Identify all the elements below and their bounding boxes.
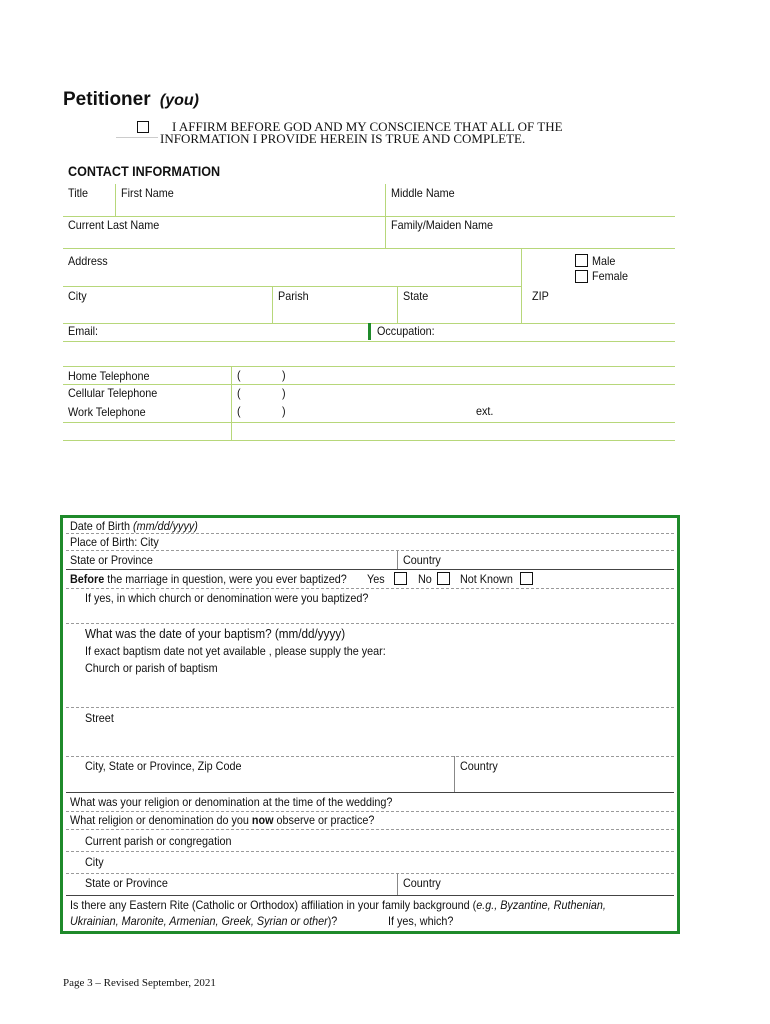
religion-wedding-label: What was your religion or denomination at the time of the wedding?: [70, 795, 393, 809]
first-name-label: First Name: [121, 186, 174, 200]
baptized-question: [70, 572, 347, 586]
current-country-label: Country: [403, 876, 441, 890]
street-label: Street: [85, 711, 114, 725]
baptism-country-label: Country: [460, 759, 498, 773]
affirm-text-line2: INFORMATION I PROVIDE HEREIN IS TRUE AND COMPLETE.: [160, 131, 526, 146]
row-line: [63, 366, 675, 367]
home-paren-close: ): [282, 368, 286, 382]
current-last-name-label: Current Last Name: [68, 218, 160, 232]
dashed-line: [66, 550, 674, 551]
not-known-checkbox[interactable]: [520, 572, 533, 585]
affirm-checkbox[interactable]: [137, 121, 149, 133]
male-label: Male: [592, 254, 616, 268]
male-checkbox[interactable]: [575, 254, 588, 267]
dashed-line: [66, 851, 674, 852]
not-known-label: Not Known: [460, 572, 513, 586]
cell-tel-label: Cellular Telephone: [68, 386, 158, 400]
divider: [397, 873, 398, 895]
cell-paren-close: ): [282, 386, 286, 400]
state-label: State: [403, 289, 429, 303]
affirm-text-line1: I AFFIRM BEFORE GOD AND MY CONSCIENCE THAT ALL OF THE: [172, 119, 563, 134]
church-parish-label: Church or parish of baptism: [85, 661, 218, 675]
email-label: Email:: [68, 324, 99, 338]
dashed-line: [66, 588, 674, 589]
parish-label: Parish: [278, 289, 309, 303]
eastern-rite-question-line1: [70, 898, 606, 912]
no-label: No: [418, 572, 432, 586]
dashed-line: [66, 756, 674, 757]
dashed-line: [66, 873, 674, 874]
page-title: [63, 89, 199, 111]
eastern-rite-question-line2: [70, 914, 337, 928]
dob-label: [70, 519, 198, 533]
dashed-line: [66, 811, 674, 812]
page-title-suffix: (you): [159, 92, 200, 109]
divider: [231, 366, 232, 440]
dashed-line: [66, 707, 674, 708]
yes-checkbox[interactable]: [394, 572, 407, 585]
page-title-text: Petitioner: [63, 89, 151, 110]
baptized-text: the marriage in question, were you ever baptized?: [107, 572, 347, 586]
divider: [115, 184, 116, 216]
city-state-zip-label: City, State or Province, Zip Code: [85, 759, 242, 773]
row-line: [63, 384, 675, 385]
solid-line: [66, 569, 674, 570]
current-state-label: State or Province: [85, 876, 168, 890]
eastern-pre: Is there any Eastern Rite (Catholic or Orthodox) affiliation in your family background (: [70, 898, 477, 912]
divider: [521, 248, 522, 323]
pob-country-label: Country: [403, 553, 441, 567]
middle-name-label: Middle Name: [391, 186, 455, 200]
family-maiden-name-label: Family/Maiden Name: [391, 218, 494, 232]
divider: [397, 551, 398, 569]
current-parish-label: Current parish or congregation: [85, 834, 232, 848]
row-line: [63, 440, 675, 441]
work-paren-close: ): [282, 404, 286, 418]
home-paren-open: (: [237, 368, 241, 382]
cell-paren-open: (: [237, 386, 241, 400]
ext-label: ext.: [476, 404, 494, 418]
eastern-eg: e.g., Byzantine, Ruthenian,: [476, 898, 606, 912]
row-line: [63, 248, 675, 249]
row-line: [63, 422, 675, 423]
home-tel-label: Home Telephone: [68, 369, 150, 383]
divider: [454, 756, 455, 792]
zip-label: ZIP: [532, 289, 549, 303]
baptism-date-label: What was the date of your baptism? (mm/dd/yyyy): [85, 626, 346, 641]
solid-line: [66, 895, 674, 896]
dashed-line: [66, 623, 674, 624]
religion-now-label: [70, 813, 374, 827]
solid-line: [66, 792, 674, 793]
dob-text: Date of Birth: [70, 519, 131, 533]
address-label: Address: [68, 254, 108, 268]
work-tel-label: Work Telephone: [68, 405, 146, 419]
female-checkbox[interactable]: [575, 270, 588, 283]
dob-format: (mm/dd/yyyy): [133, 519, 198, 533]
eastern-line2: Ukrainian, Maronite, Armenian, Greek, Syrian or other: [70, 914, 328, 928]
religion-now-bold: now: [251, 813, 274, 827]
pob-city-label: Place of Birth: City: [70, 535, 159, 549]
occupation-marker: [368, 323, 371, 340]
page-footer: Page 3 – Revised September, 2021: [63, 977, 216, 989]
row-line: [63, 216, 675, 217]
divider: [397, 286, 398, 323]
current-city-label: City: [85, 855, 104, 869]
row-line: [63, 341, 675, 342]
divider: [272, 286, 273, 323]
city-label: City: [68, 289, 87, 303]
religion-now-post: observe or practice?: [276, 813, 375, 827]
religion-now-pre: What religion or denomination do you: [70, 813, 249, 827]
eastern-line2-end: )?: [327, 914, 338, 928]
title-label: Title: [68, 186, 89, 200]
if-yes-which-label: If yes, which?: [388, 914, 454, 928]
which-church-label: If yes, in which church or denomination were you baptized?: [85, 591, 369, 605]
baptism-exact-label: If exact baptism date not yet available , please supply the year:: [85, 644, 386, 658]
female-label: Female: [592, 269, 629, 283]
dashed-line: [66, 829, 674, 830]
dashed-line: [66, 533, 674, 534]
work-paren-open: (: [237, 404, 241, 418]
baptized-bold: Before: [70, 572, 105, 586]
pob-state-label: State or Province: [70, 553, 153, 567]
row-line: [63, 286, 521, 287]
no-checkbox[interactable]: [437, 572, 450, 585]
contact-heading: CONTACT INFORMATION: [68, 163, 221, 179]
occupation-label: Occupation:: [377, 324, 435, 338]
affirm-underline: [116, 137, 158, 138]
yes-label: Yes: [367, 572, 385, 586]
